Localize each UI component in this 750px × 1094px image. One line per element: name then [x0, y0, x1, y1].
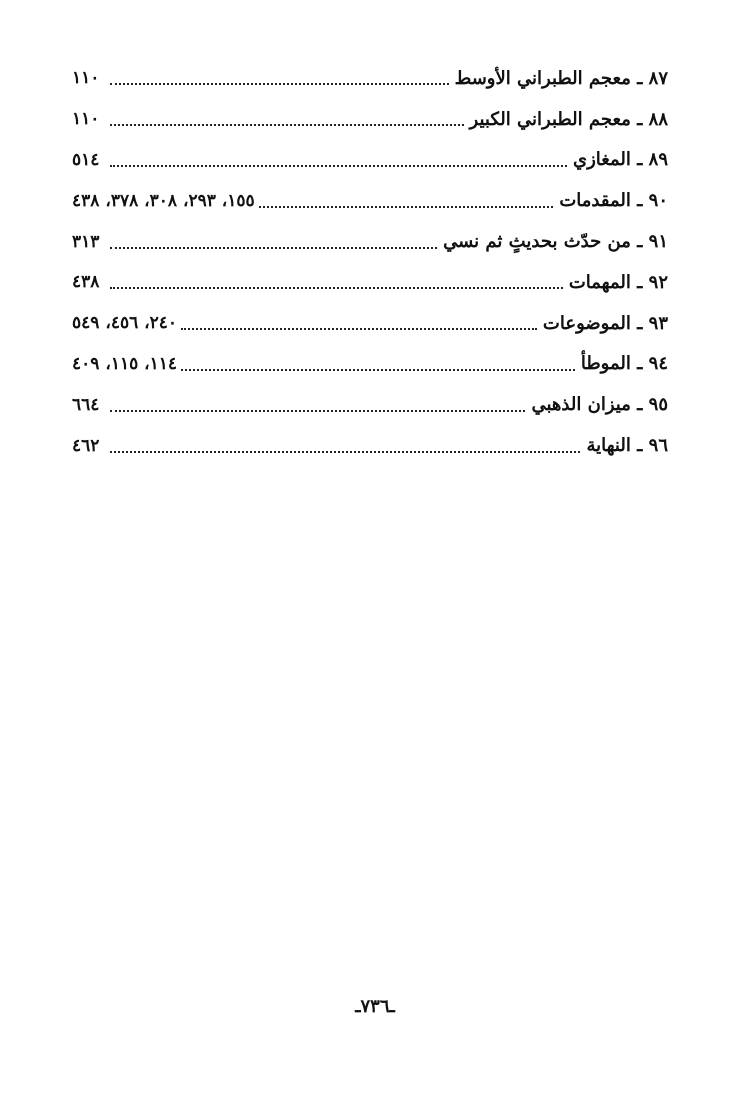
index-entry [72, 303, 668, 344]
entry-title: ٩٣ ـ الموضوعات [542, 312, 668, 334]
dot-leader [110, 451, 580, 453]
dot-leader [110, 287, 563, 289]
entry-pages: ٥١٤ [72, 149, 100, 170]
dot-leader [110, 83, 449, 85]
entry-pages: ١١٠ [72, 68, 100, 89]
page-number: ـ٧٣٦ـ [355, 996, 395, 1017]
entry-pages: ٤٣٨ [72, 272, 100, 293]
entry-title: ٩٢ ـ المهمات [568, 271, 668, 293]
index-entry [72, 425, 668, 466]
dot-leader [110, 165, 567, 167]
entry-title: ٩٠ ـ المقدمات [559, 190, 668, 212]
entry-pages: ٣١٣ [72, 231, 100, 252]
dot-leader [259, 206, 554, 208]
entry-pages: ١١٤، ١١٥، ٤٠٩ [72, 353, 178, 374]
dot-leader [110, 247, 437, 249]
entry-title: ٩٦ ـ النهاية [586, 435, 668, 457]
index-entry [72, 180, 668, 221]
index-entry [72, 140, 668, 181]
index-entry [72, 221, 668, 262]
entry-pages: ١٥٥، ٢٩٣، ٣٠٨، ٣٧٨، ٤٣٨ [72, 190, 255, 211]
entry-title: ٨٩ ـ المغازي [573, 149, 668, 171]
dot-leader [181, 369, 575, 371]
entry-pages: ١١٠ [72, 109, 100, 130]
index-entry [72, 99, 668, 140]
entry-title: ٩٥ ـ ميزان الذهبي [531, 394, 668, 416]
entry-title: ٨٧ ـ معجم الطبراني الأوسط [454, 67, 668, 89]
index-entry [72, 58, 668, 99]
entry-title: ٩١ ـ من حدّث بحديثٍ ثم نسي [443, 231, 668, 253]
index-entry [72, 344, 668, 385]
entry-pages: ٤٦٢ [72, 435, 100, 456]
index-entry [72, 384, 668, 425]
dot-leader [110, 124, 464, 126]
entry-title: ٩٤ ـ الموطأ [580, 353, 668, 375]
dot-leader [110, 410, 525, 412]
dot-leader [181, 328, 537, 330]
entry-pages: ٦٦٤ [72, 394, 100, 415]
index-entry [72, 262, 668, 303]
entry-title: ٨٨ ـ معجم الطبراني الكبير [469, 108, 668, 130]
entry-pages: ٢٤٠، ٤٥٦، ٥٤٩ [72, 313, 178, 334]
index-list [72, 58, 668, 466]
